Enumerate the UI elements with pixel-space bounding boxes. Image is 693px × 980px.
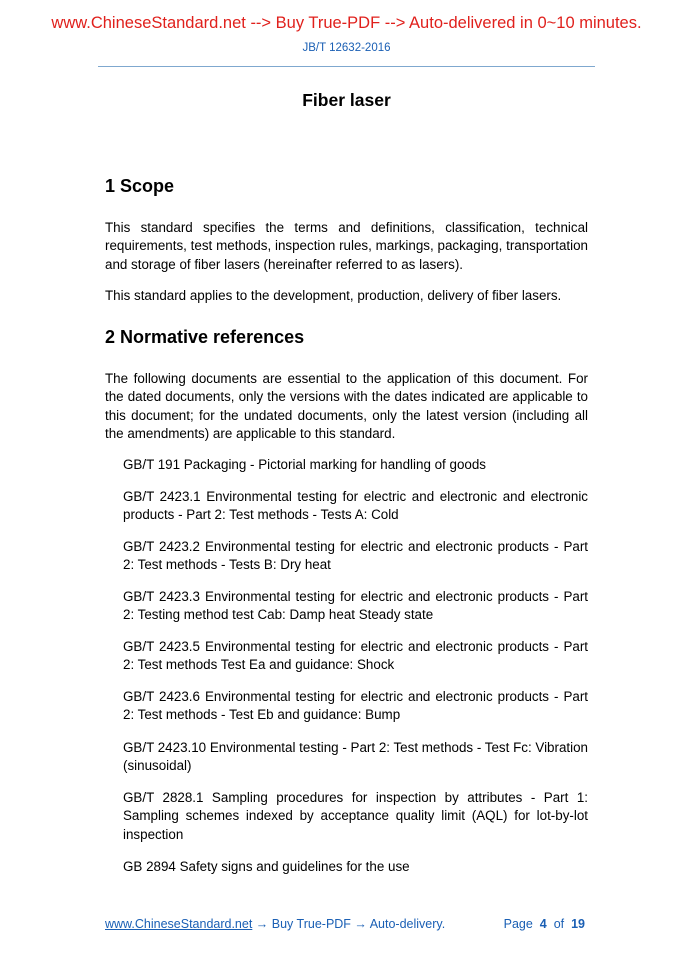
reference-item: GB/T 2828.1 Sampling procedures for inspection by attributes - Part 1: Sampling schemes indexed by acceptance quality limit (AQL) for lot-by-lot inspection (123, 790, 588, 842)
standard-code: JB/T 12632-2016 (302, 42, 391, 54)
header-divider (98, 66, 595, 67)
reference-item: GB/T 2423.2 Environmental testing for electric and electronic products - Part 2: Test methods - Tests B: Dry heat (123, 539, 588, 573)
normative-references-intro: The following documents are essential to the application of this document. For the dated documents, only the versions with the dates indicated are applicable to this document; for the undated documents, only the latest version (including all the amendments) are applicable to this standard. (105, 371, 588, 441)
page-of: of (553, 917, 565, 931)
page-footer (105, 917, 585, 931)
footer-tagline: → Buy True-PDF → Auto-delivery. (252, 917, 446, 931)
reference-item: GB/T 191 Packaging - Pictorial marking for handling of goods (123, 457, 486, 472)
section-heading-normative-references: 2 Normative references (105, 327, 305, 347)
scope-paragraph-1: This standard specifies the terms and definitions, classification, technical requirements, test methods, inspection rules, markings, packaging, transportation and storage of fiber lasers (hereinafter referred to as lasers). (105, 220, 588, 272)
reference-item: GB/T 2423.6 Environmental testing for electric and electronic products - Part 2: Test methods - Test Eb and guidance: Bump (123, 689, 588, 723)
page-indicator (504, 917, 585, 931)
section-heading-scope: 1 Scope (105, 176, 175, 196)
top-banner[interactable]: www.ChineseStandard.net --> Buy True-PDF --> Auto-delivered in 0~10 minutes. (51, 14, 642, 32)
reference-item: GB/T 2423.3 Environmental testing for electric and electronic products - Part 2: Testing method test Cab: Damp heat Steady state (123, 589, 588, 623)
reference-item: GB/T 2423.5 Environmental testing for electric and electronic products - Part 2: Test methods Test Ea and guidance: Shock (123, 639, 588, 673)
total-pages: 19 (571, 917, 585, 931)
document-title: Fiber laser (302, 90, 391, 110)
current-page: 4 (539, 917, 547, 931)
reference-item: GB/T 2423.10 Environmental testing - Part 2: Test methods - Test Fc: Vibration (sinusoidal) (123, 740, 588, 774)
reference-item: GB 2894 Safety signs and guidelines for the use (123, 859, 410, 874)
footer-site-link[interactable]: www.ChineseStandard.net (105, 917, 253, 931)
page-label: Page (503, 917, 533, 931)
reference-item: GB/T 2423.1 Environmental testing for electric and electronic and electronic products - Part 2: Test methods - Tests A: Cold (123, 489, 588, 523)
scope-paragraph-2: This standard applies to the development, production, delivery of fiber lasers. (105, 288, 562, 303)
